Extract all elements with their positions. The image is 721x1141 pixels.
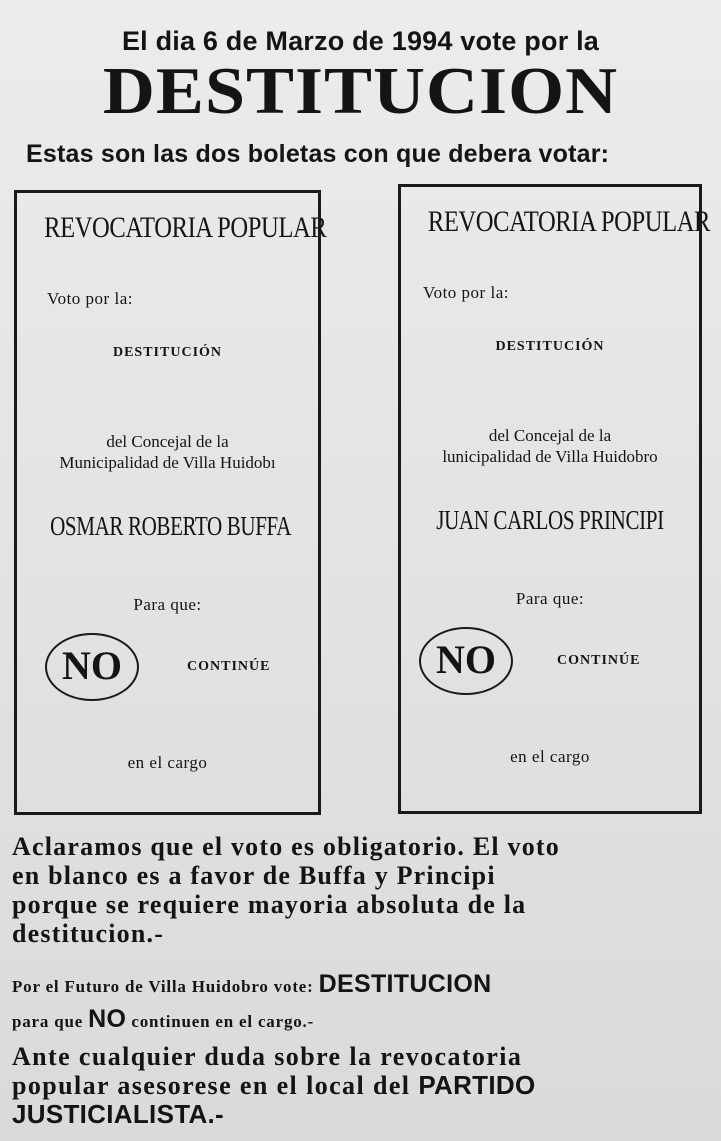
paragraph-line — [12, 968, 712, 1003]
ballot-heading: REVOCATORIA POPULAR — [427, 205, 711, 238]
compulsory-vote-paragraph — [12, 832, 712, 948]
ballot-no-circle: NO — [419, 627, 513, 695]
ballot-destitucion: DESTITUCIÓN — [495, 339, 605, 354]
ballot-destitucion: DESTITUCIÓN — [112, 345, 223, 360]
ballot-council-line-1: del Concejal de la — [488, 426, 612, 445]
ballot-heading: REVOCATORIA POPULAR — [44, 211, 327, 244]
ballot-principi — [398, 184, 711, 814]
paragraph-line: destitucion.- — [12, 919, 165, 948]
ballot-council-line — [17, 431, 318, 473]
justicialista-text: JUSTICIALISTA.- — [12, 1099, 225, 1129]
paragraph-line: Ante cualquier duda sobre la revocatoria — [12, 1042, 523, 1071]
local-text: popular asesorese en el local del — [12, 1071, 411, 1100]
partido-text: PARTIDO — [418, 1070, 536, 1100]
paragraph-line: en blanco es a favor de Buffa y Principi — [12, 861, 496, 890]
ballot-candidate-name: JUAN CARLOS PRINCIPI — [436, 505, 664, 535]
future-paragraph — [12, 968, 712, 1038]
ballot-in-office: en el cargo — [510, 747, 590, 766]
paragraph-line: porque se requiere mayoria absoluta de la — [12, 890, 527, 919]
ballot-council-line — [401, 425, 699, 467]
ballot-in-office: en el cargo — [127, 753, 208, 772]
paragraph-line — [12, 1071, 712, 1100]
ballot-no-circle: NO — [45, 633, 139, 701]
future-destitucion: DESTITUCION — [318, 970, 492, 998]
headline-destitucion: DESTITUCION — [102, 54, 619, 128]
ballot-vote-for: Voto por la: — [47, 289, 133, 308]
ballot-council-line-2: Municipalidad de Villa Huidobı — [59, 453, 276, 472]
ballot-vote-for: Voto por la: — [423, 283, 509, 302]
future-text: Por el Futuro de Villa Huidobro vote: — [12, 977, 314, 996]
ballot-continue: CONTINÚE — [187, 659, 271, 674]
ballot-buffa — [14, 190, 327, 815]
ballot-so-that: Para que: — [515, 589, 585, 608]
future-no: NO — [88, 1005, 127, 1033]
paragraph-line — [12, 1003, 712, 1038]
ballot-continue: CONTINÚE — [557, 653, 641, 668]
para-que-text: para que — [12, 1012, 84, 1031]
headline-date: El dia 6 de Marzo de 1994 vote por la — [121, 26, 600, 56]
continuen-text: continuen en el cargo.- — [131, 1012, 315, 1031]
ballot-council-line-1: del Concejal de la — [106, 432, 229, 451]
ballot-so-that: Para que: — [133, 595, 202, 614]
contact-paragraph — [12, 1042, 712, 1129]
ballot-candidate-name: OSMAR ROBERTO BUFFA — [50, 511, 292, 541]
paragraph-line: Aclaramos que el voto es obligatorio. El voto — [12, 832, 560, 861]
headline-ballots-intro: Estas son las dos boletas con que debera votar: — [26, 140, 610, 168]
ballot-council-line-2: lunicipalidad de Villa Huidobro — [442, 447, 658, 466]
